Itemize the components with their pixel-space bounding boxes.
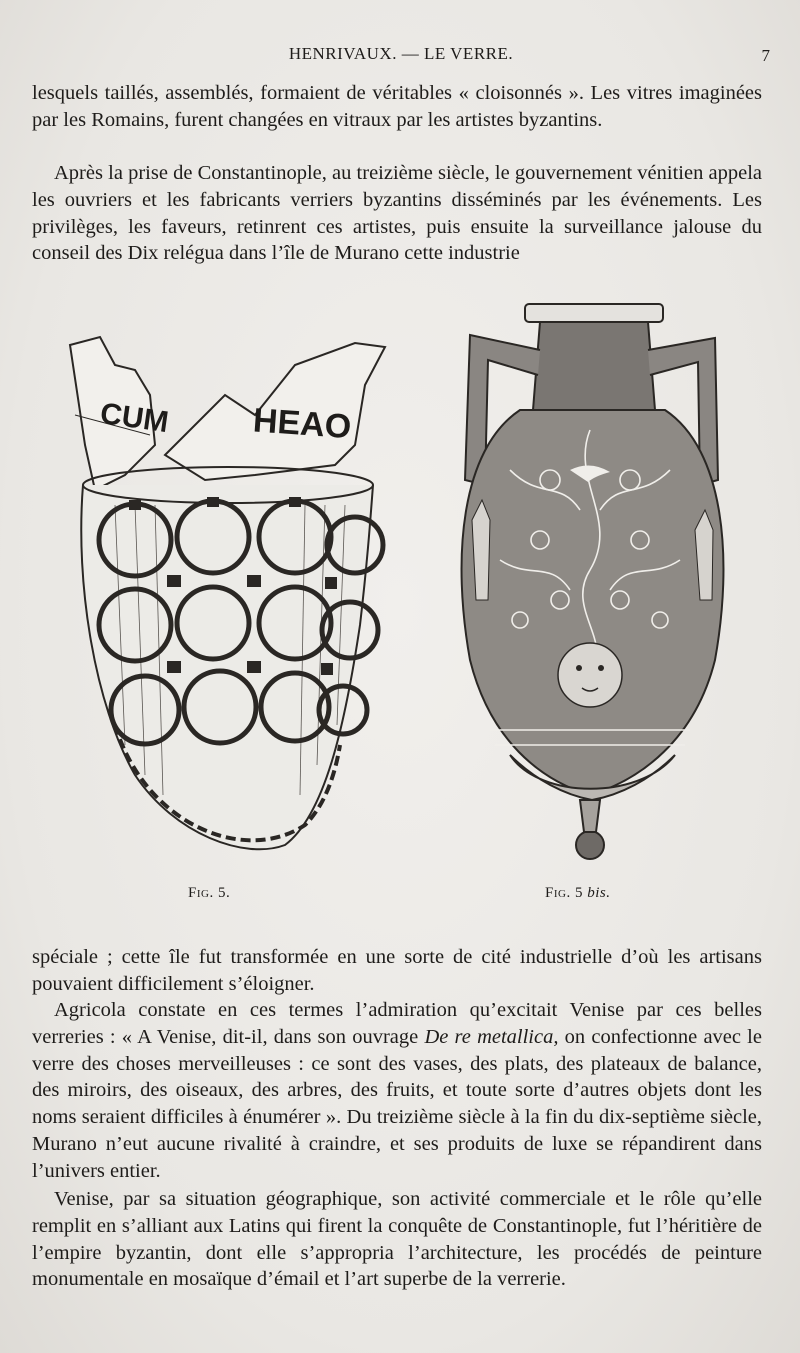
- page-number: 7: [761, 46, 770, 65]
- figure-5-inscription-left: CUM: [98, 397, 171, 440]
- figure-5bis-caption-suffix: bis.: [587, 885, 611, 901]
- running-head: HENRIVAUX. — LE VERRE.: [288, 44, 514, 63]
- figure-5-caption-number: 5.: [217, 885, 231, 901]
- paragraph-bottom-2-start: Agricola constate en ces termes l’admiration qu’excitait Venise par ces belles verreries : « A Venise, dit-il, dans son ouvrage: [32, 999, 762, 1048]
- figure-5-caption: [188, 885, 230, 902]
- figure-5bis-caption-number: 5: [574, 885, 583, 901]
- paragraph-bottom-1: spéciale ; cette île fut transformée en une sorte de cité industrielle d’où les artisans pouvaient difficilement s’éloigner.: [32, 946, 762, 995]
- book-title-de-re-metallica: De re metallica,: [424, 1025, 559, 1048]
- paragraph-top-2: Après la prise de Constantinople, au treizième siècle, le gouvernement vénitien appela les ouvriers et les fabricants verriers byzantins disséminés par les événements. Les privilèges, les faveurs, retinrent ces artistes, puis ensuite la surveillance jalouse du conseil des Dix relégua dans l’île de Murano cette industrie: [32, 162, 762, 265]
- figure-5bis-caption-prefix: Fig.: [545, 885, 571, 901]
- figure-5-inscription-right: HEAO: [251, 401, 353, 447]
- page-header: [32, 44, 770, 68]
- figure-5bis-amphora-illustration: [450, 300, 735, 865]
- figure-5-cage-cup-illustration: [55, 325, 395, 875]
- figure-5-caption-prefix: Fig.: [188, 885, 214, 901]
- paragraph-bottom-2-end: on confectionne avec le verre des choses merveilleuses : ce sont des vases, des plats, des plateaux de balance, des miroirs, des oiseaux, des arbres, des fruits, et toute sorte d’autres objets dont les noms seraient difficiles à énumérer ». Du treizième siècle à la fin du dix-septième siècle, Murano n’eut aucune rivalité à craindre, et ses produits de luxe se répandirent dans l’univers entier.: [32, 1025, 762, 1182]
- figure-5bis-caption: [545, 885, 610, 902]
- paragraph-top-1: lesquels taillés, assemblés, formaient de véritables « cloisonnés ». Les vitres imaginées par les Romains, furent changées en vitraux par les artistes byzantins.: [32, 82, 762, 131]
- paragraph-bottom-2: [32, 997, 762, 1185]
- paragraph-bottom-3: Venise, par sa situation géographique, son activité commerciale et le rôle qu’elle remplit en s’alliant aux Latins qui firent la conquête de Constantinople, fut l’héritière de l’empire byzantin, dont elle s’appropria l’architecture, les procédés de peinture monumentale en mosaïque d’émail et l’art superbe de la verrerie.: [32, 1188, 762, 1291]
